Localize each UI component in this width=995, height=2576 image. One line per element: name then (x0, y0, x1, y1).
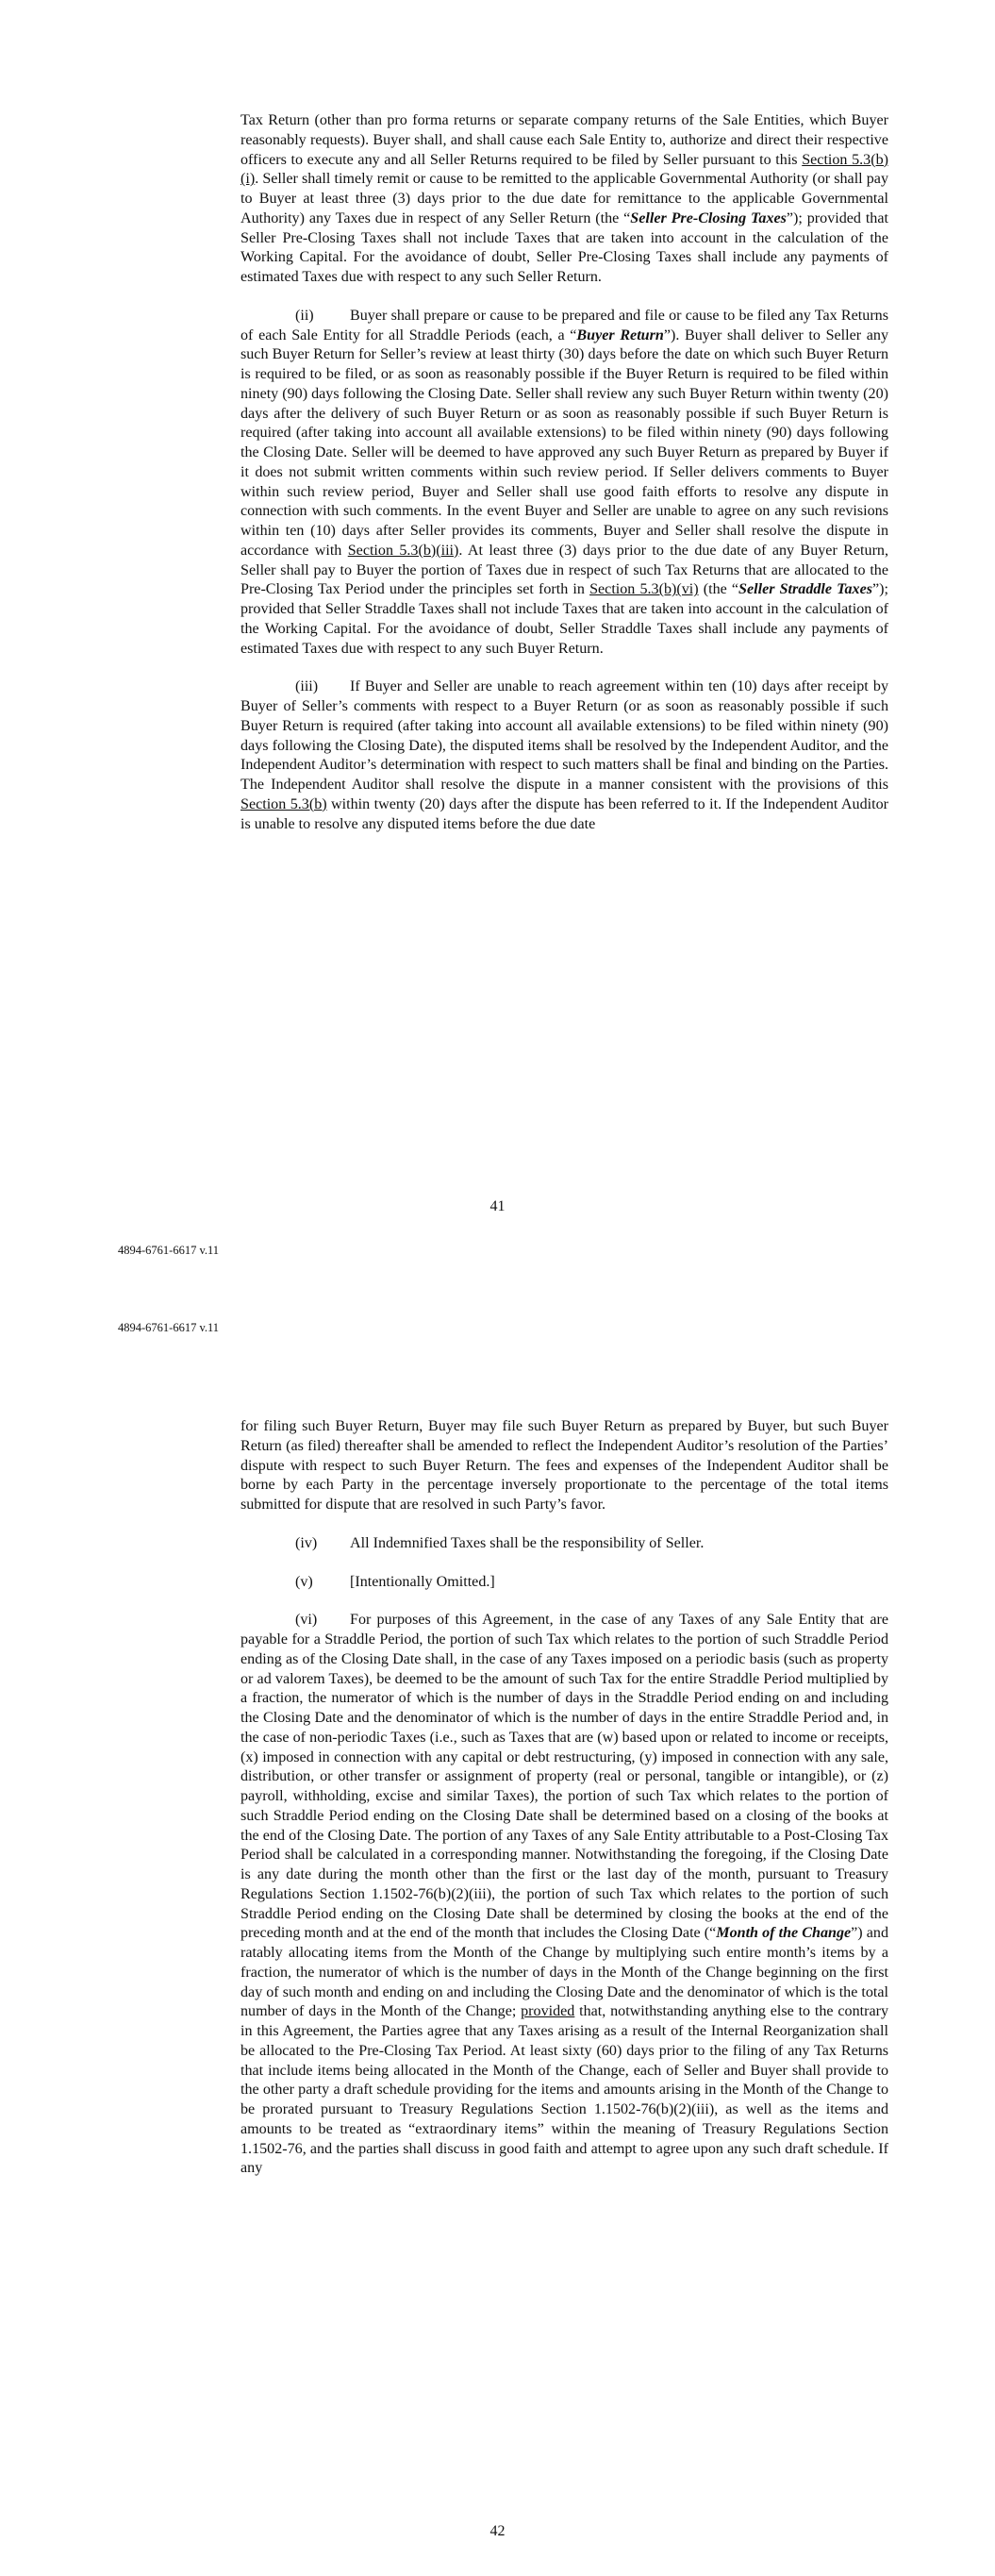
paragraph-number: (iv) (295, 1534, 318, 1551)
page-41 (0, 0, 995, 1255)
page-number: 41 (489, 1198, 506, 1214)
paragraph-iv (240, 1534, 888, 1554)
text-run: that, notwithstanding anything else to the contrary in this Agreement, the Parties agree that any Taxes arising as a result of the Internal Reorganization shall be allocated to the Pre-Closing Tax Period. At least sixty (60) days prior to the filing of any Tax Returns that include items being allocated in the Month of the Change, each of Seller and Buyer shall provide to the other party a draft schedule providing for the items and amounts arising in the Month of the Change to be prorated pursuant to Treasury Regulations Section 1.1502-76(b)(2)(iii), as well as the items and amounts to be treated as “extraordinary items” within the meaning of Treasury Regulations Section 1.1502-76, and the parties shall discuss in good faith and attempt to agree upon any such draft schedule. If any (240, 2003, 888, 2177)
text-run: All Indemnified Taxes shall be the responsibility of Seller. (350, 1534, 705, 1551)
text-run: within twenty (20) days after the dispute has been referred to it. If the Independent Auditor is unable to resolve any disputed items before the due date (240, 795, 888, 832)
document-id: 4894-6761-6617 v.11 (118, 1244, 220, 1257)
section-reference: Section 5.3(b) (240, 795, 327, 812)
text-run: . At least three (3) days prior to the due date of any Buyer Return, Seller shall pay to Buyer the portion of Taxes due in respect of such Tax Returns that are allocated to the Pre-Closing Tax Period under the principles set forth in (240, 542, 888, 598)
page-number: 42 (489, 2523, 506, 2539)
page-41-body (240, 111, 888, 853)
text-run: ”) and ratably allocating items from the Month of the Change by multiplying such entire month’s items by a fraction, the numerator of which is the number of days in the Month of the Change beginning on the first day of such month and ending on and including the Closing Date and the denominator of which is the total number of days in the Month of the Change; (240, 1925, 888, 2020)
paragraph-v (240, 1573, 888, 1593)
text-run: ”); provided that Seller Pre-Closing Taxes shall not include Taxes that are taken into account in the calculation of the Working Capital. For the avoidance of doubt, Seller Pre-Closing Taxes shall include any payments of estimated Taxes due with respect to any such Seller Return. (240, 209, 888, 285)
section-reference: Section 5.3(b)(i) (240, 151, 888, 188)
text-run: [Intentionally Omitted.] (350, 1573, 495, 1590)
text-run: (the “ (698, 581, 739, 598)
paragraph-i-continuation (240, 111, 888, 288)
paragraph-vi (240, 1611, 888, 2179)
defined-term: Seller Pre-Closing Taxes (630, 209, 787, 226)
text-run: For purposes of this Agreement, in the case of any Taxes of any Sale Entity that are payable for a Straddle Period, the portion of such Tax which relates to the portion of such Straddle Period ending as of the Closing Date shall, in the case of any Taxes imposed on a periodic basis (such as property or ad valorem Taxes), be deemed to be the amount of such Tax for the entire Straddle Period multiplied by a fraction, the numerator of which is the number of days in the Straddle Period ending on and including the Closing Date and the denominator of which is the number of days in the entire Straddle Period and, in the case of non-periodic Taxes (i.e., such as Taxes that are (w) based upon or related to income or receipts, (x) imposed in connection with any capital or debt restructuring, (y) imposed in connection with any sale, distribution, or other transfer or assignment of property (real or personal, tangible or intangible), or (z) payroll, withholding, excise and similar Taxes), the portion of such Tax which relates to the portion of such Straddle Period ending on the Closing Date shall be determined based on a closing of the books at the end of the Closing Date. The portion of any Taxes of any Sale Entity attributable to a Post-Closing Tax Period shall be calculated in a corresponding manner. Notwithstanding the foregoing, if the Closing Date is any date during the month other than the first or the last day of the month, pursuant to Treasury Regulations Section 1.1502-76(b)(2)(iii), the portion of such Tax which relates to the portion of such Straddle Period ending on the Closing Date shall be determined by closing the books at the end of the preceding month and at the end of the month that includes the Closing Date (“ (240, 1612, 888, 1942)
paragraph-iii (240, 677, 888, 834)
paragraph-number: (iii) (295, 678, 319, 695)
paragraph-number: (vi) (295, 1612, 318, 1629)
paragraph-number: (ii) (295, 307, 314, 324)
provided-underlined: provided (521, 2003, 575, 2020)
text-run: ”). Buyer shall deliver to Seller any such Buyer Return for Seller’s review at least thirty (30) days before the date on which such Buyer Return is required to be filed, or as soon as reasonably possible if the Buyer Return is required to be filed within ninety (90) days following the Closing Date. Seller shall review any such Buyer Return within twenty (20) days after the delivery of such Buyer Return or as soon as reasonably possible if such Buyer Return is required (after taking into account all available extensions) to be filed within ninety (90) days following the Closing Date. Seller will be deemed to have approved any such Buyer Return as prepared by Buyer if it does not submit written comments within such review period. If Seller delivers comments to Buyer within such review period, Buyer and Seller shall use good faith efforts to resolve any dispute in connection with such comments. In the event Buyer and Seller are unable to agree on any such revisions within ten (10) days after Seller provides its comments, Buyer and Seller shall resolve the dispute in accordance with (240, 326, 888, 559)
page-42-body (240, 1417, 888, 2198)
text-run: Tax Return (other than pro forma returns or separate company returns of the Sale Entities, which Buyer reasonably requests). Buyer shall, and shall cause each Sale Entity to, authorize and direct their respective officers to execute any and all Seller Returns required to be filed by Seller pursuant to this (240, 112, 888, 168)
paragraph-iii-continuation: for filing such Buyer Return, Buyer may file such Buyer Return as prepared by Buyer, but such Buyer Return (as filed) thereafter shall be amended to reflect the Independent Auditor’s resolution of the Parties’ dispute with respect to such Buyer Return. The fees and expenses of the Independent Auditor shall be borne by each Party in the percentage inversely proportionate to the percentage of the total items submitted for dispute that are resolved in such Party’s favor. (240, 1418, 888, 1513)
document-id: 4894-6761-6617 v.11 (118, 1321, 220, 1334)
section-reference: Section 5.3(b)(iii) (347, 542, 459, 559)
defined-term: Buyer Return (576, 326, 664, 343)
paragraph-ii (240, 307, 888, 660)
section-reference: Section 5.3(b)(vi) (589, 581, 699, 598)
defined-term: Month of the Change (716, 1925, 852, 1942)
paragraph-number: (v) (295, 1573, 313, 1590)
text-run: If Buyer and Seller are unable to reach agreement within ten (10) days after receipt by Buyer of Seller’s comments with respect to a Buyer Return (or as soon as reasonably possible if such Buyer Return is required (after taking into account all available extensions) to be filed within ninety (90) days following the Closing Date), the disputed items shall be resolved by the Independent Auditor, and the Independent Auditor’s determination with respect to such matters shall be final and binding on the Parties. The Independent Auditor shall resolve the dispute in a manner consistent with the provisions of this (240, 678, 888, 793)
text-run: . Seller shall timely remit or cause to be remitted to the applicable Governmental Authority (or shall pay to Buyer at least three (3) days prior to the due date for remittance to the applicable Governmental Authority) any Taxes due in respect of any Seller Return (the “ (240, 171, 888, 226)
text-run: ”); provided that Seller Straddle Taxes shall not include Taxes that are taken into account in the calculation of the Working Capital. For the avoidance of doubt, Seller Straddle Taxes shall include any payments of estimated Taxes due with respect to any such Buyer Return. (240, 581, 888, 657)
defined-term: Seller Straddle Taxes (738, 581, 873, 598)
text-run: Buyer shall prepare or cause to be prepared and file or cause to be filed any Tax Returns of each Sale Entity for all Straddle Periods (each, a “ (240, 307, 888, 343)
